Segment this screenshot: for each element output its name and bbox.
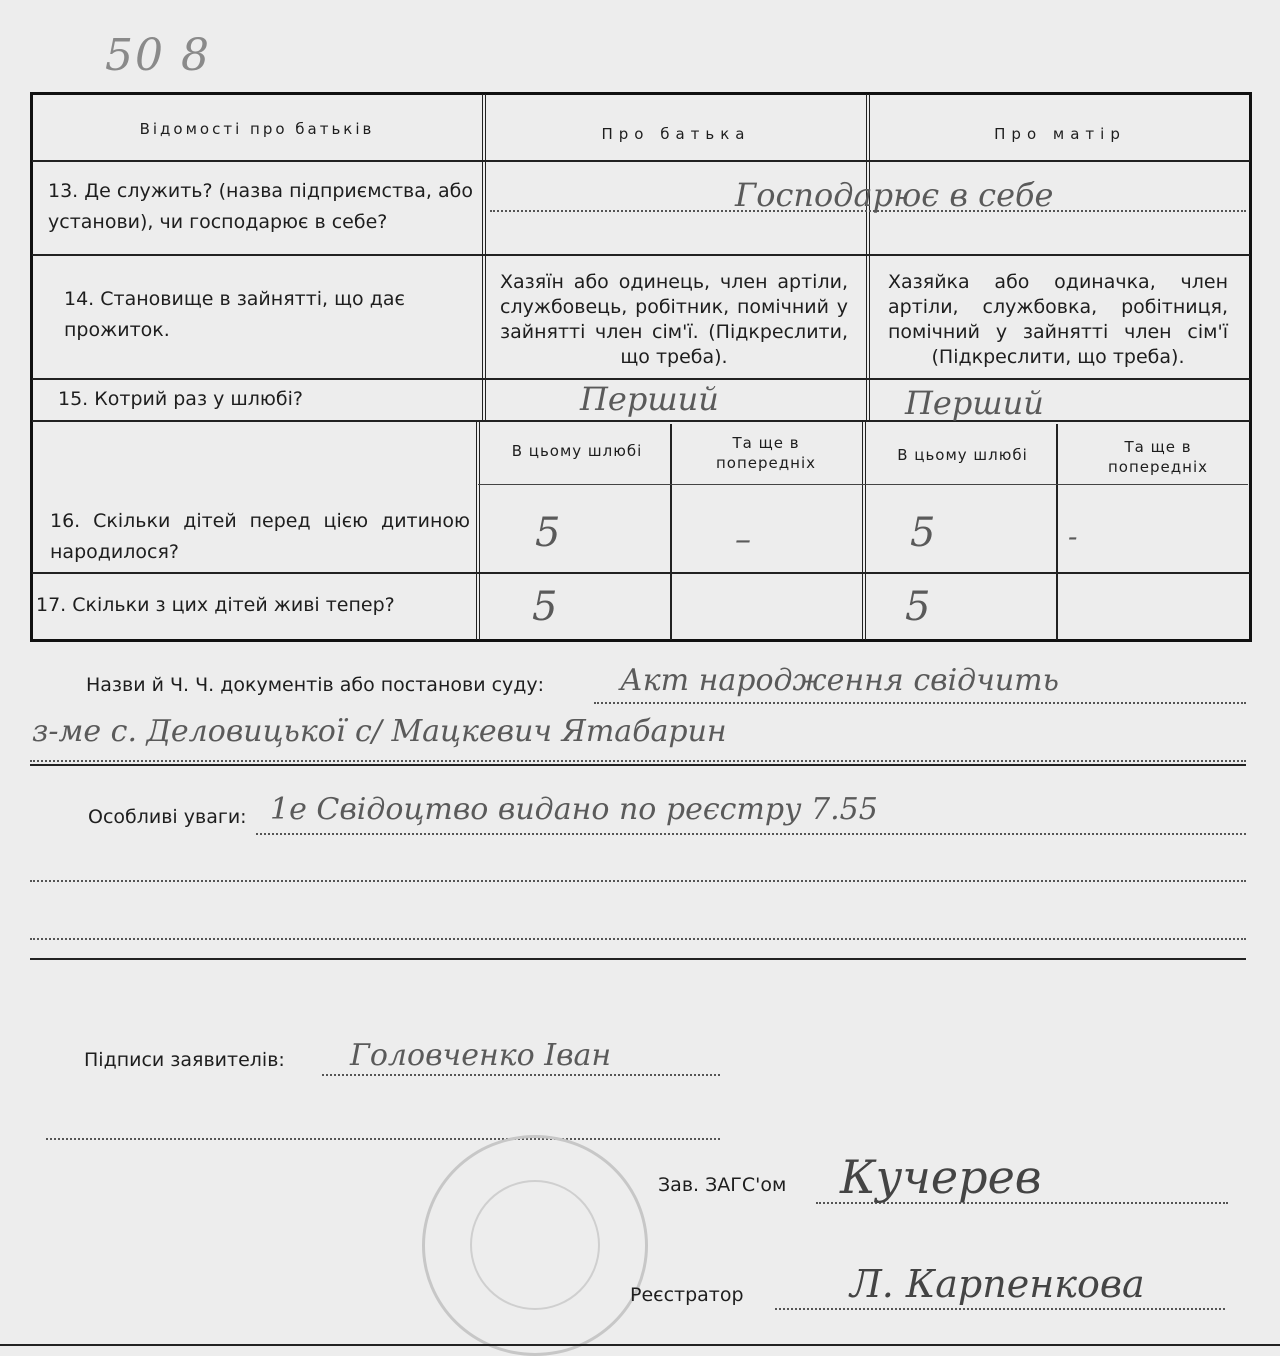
documents-value-line1: Акт народження свідчить	[620, 663, 1059, 698]
answer-16-mother-prev: -	[1068, 520, 1078, 553]
applicants-signature-value: Головченко Іван	[350, 1038, 612, 1073]
divider	[476, 420, 480, 640]
answer-13-father: Господарює в себе	[735, 176, 1054, 214]
remarks-label: Особливі уваги:	[88, 806, 247, 828]
subheader-mother-prev: Та ще в попередніх	[1108, 438, 1208, 476]
question-14: 14. Становище в зайнятті, що дає прожиток.	[64, 288, 405, 341]
answer-17-father: 5	[532, 584, 558, 630]
applicants-signature-label: Підписи заявителів:	[84, 1049, 285, 1071]
divider	[32, 160, 1250, 162]
question-17: 17. Скільки з цих дітей живі тепер?	[36, 594, 395, 616]
documents-label: Назви й Ч. Ч. документів або постанови суду:	[86, 674, 545, 696]
documents-value-line2: з-ме с. Деловицької с/ Мацкевич Ятабарин	[32, 714, 727, 749]
office-stamp-inner	[470, 1180, 600, 1310]
answer-16-mother-this: 5	[910, 510, 936, 556]
header-mother: Про матір	[994, 125, 1126, 143]
divider	[1056, 424, 1058, 640]
page-number: 50 8	[105, 30, 211, 81]
divider	[32, 420, 1250, 422]
divider	[594, 702, 1246, 704]
divider	[30, 880, 1246, 882]
remarks-value: 1е Свідоцтво видано по реєстру 7.55	[270, 792, 878, 827]
options-14-mother: Хазяйка або одиначка, член артіли, службовка, робітниця, помічний у зайнятті член сім'ї (Підкреслити, що треба).	[888, 271, 1228, 368]
subheader-mother-this: В цьому шлюбі	[897, 446, 1028, 464]
head-of-registry-label: Зав. ЗАГС'ом	[658, 1174, 787, 1196]
answer-15-father: Перший	[580, 380, 719, 418]
registrar-label: Реєстратор	[630, 1284, 744, 1306]
subheader-father-this: В цьому шлюбі	[511, 442, 643, 460]
registrar-signature: Л. Карпенкова	[850, 1262, 1145, 1306]
question-13: 13. Де служить? (назва підприємства, або установи), чи господарює в себе?	[48, 180, 473, 233]
answer-17-mother: 5	[905, 584, 931, 630]
options-14-father: Хазяїн або одинець, член артіли, службовець, робітник, помічний у зайнятті член сім'ї. (Підкреслити, що треба).	[500, 271, 848, 368]
subheader-father-prev: Та ще в попередніх	[716, 434, 816, 472]
divider	[46, 1138, 720, 1140]
divider	[862, 420, 866, 640]
head-of-registry-signature: Кучерев	[840, 1150, 1042, 1204]
divider	[30, 760, 1246, 762]
question-16: 16. Скільки дітей перед цією дитиною народилося?	[50, 510, 470, 563]
header-father: Про батька	[601, 125, 751, 143]
divider	[30, 958, 1246, 960]
answer-16-father-prev: –	[735, 520, 751, 558]
divider	[30, 764, 1246, 766]
divider	[32, 572, 1250, 574]
divider	[670, 424, 672, 640]
divider	[322, 1074, 720, 1076]
divider	[256, 833, 1246, 835]
question-15: 15. Котрий раз у шлюбі?	[58, 388, 303, 410]
divider	[32, 254, 1250, 256]
divider	[30, 938, 1246, 940]
header-parents-info: Відомості про батьків	[139, 120, 375, 138]
divider	[478, 484, 1248, 485]
divider	[775, 1308, 1225, 1310]
answer-15-mother: Перший	[905, 384, 1044, 422]
answer-16-father-this: 5	[535, 510, 561, 556]
